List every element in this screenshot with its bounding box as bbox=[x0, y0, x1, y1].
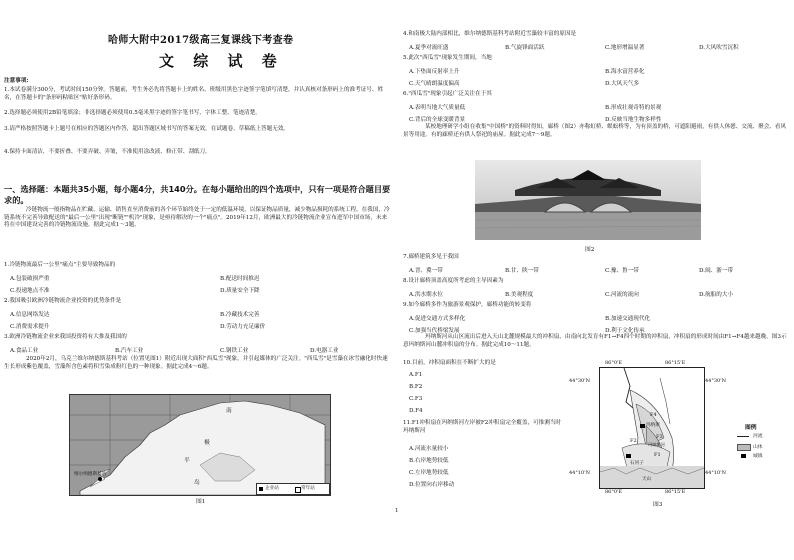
q6-option-a[interactable]: A.表明当地大气质量低 bbox=[409, 105, 466, 111]
q1-option-d[interactable]: D.质量安全下降 bbox=[220, 288, 260, 294]
alluvial-fan-map bbox=[600, 368, 704, 488]
q8-option-a[interactable]: A.洪水期水位 bbox=[409, 292, 443, 298]
passage-1: 冷链物流一般指物品在贮藏、运输、销售直至消费前的各个环节始终处于一定的低温环境，以保证物品质量，减少物品损耗的系统工程。在我国，冷链系统不完善导致配送的"最后一公里"出现"断链""机冷"现象，是亟待解决的一个"痛点"。2019年12月，欧洲最大的冷链物流企业宣布进军中国市场，未来将在中国建设完善的冷链物流设施。据此完成1～3题。 bbox=[4, 207, 390, 229]
place-shihezi: 石河子 bbox=[630, 461, 644, 466]
q2-option-d[interactable]: D.劳动力充足廉价 bbox=[220, 324, 266, 330]
q5-option-d[interactable]: D.大风天气多 bbox=[605, 81, 640, 87]
q3-option-d[interactable]: D.电器工业 bbox=[310, 348, 339, 354]
legend-mountain: 山体 bbox=[753, 445, 763, 450]
question-10-stem: 10.目前，冲积扇面积在不断扩大的是 bbox=[403, 360, 496, 366]
figure-3-legend bbox=[717, 420, 787, 466]
q7-option-d[interactable]: D.闽、浙一带 bbox=[699, 268, 734, 274]
q5-option-b[interactable]: B.海水富营养化 bbox=[605, 69, 645, 75]
question-4-stem: 4.和南极大陆内部相比，维尔纳德斯基科考站附近雪藻较丰富的原因是 bbox=[403, 31, 577, 37]
q8-option-b[interactable]: B.美观程度 bbox=[505, 292, 534, 298]
note-1: 1.本试卷满分300分，考试时间150分钟。答题前，考生务必先将答题卡上的姓名、班级用黑色字迹签字笔填写清楚，并认真核对条形码上的准考证号、姓名，在答题卡的"条形码粘贴区"贴好条形码。 bbox=[4, 87, 384, 101]
legend-title: 图例 bbox=[745, 425, 757, 431]
q3-option-b[interactable]: B.汽车工业 bbox=[115, 348, 144, 354]
fan-label-f3: F3 bbox=[656, 434, 663, 440]
antarctic-peninsula-map bbox=[70, 395, 330, 495]
figure-1-map bbox=[69, 394, 331, 496]
q6-option-b[interactable]: B.形成壮观奇特的景观 bbox=[605, 105, 662, 111]
question-1-stem: 1.冷链物流最后一公里"痛点"主要导致物品的 bbox=[4, 262, 116, 268]
legend-item-2: 常年站 bbox=[301, 486, 315, 491]
map1-legend bbox=[256, 483, 330, 495]
question-11-stem: 11.F1冲积扇在玛纳斯河左岸被F2冲积扇完全覆盖，可推测当时玛纳斯河 bbox=[403, 420, 562, 434]
lat-left-top: 44°30'N bbox=[569, 378, 590, 384]
q4-option-c[interactable]: C.地形增温显著 bbox=[605, 45, 645, 51]
town-legend-icon bbox=[741, 454, 746, 458]
note-4: 4.保持卡面清洁，不要折叠、不要弄破、弄皱，不准使用涂改液、修正带、刮纸刀。 bbox=[4, 149, 211, 155]
figure-3-map bbox=[599, 367, 705, 489]
station-label: 维尔纳德斯基站 bbox=[74, 472, 107, 477]
section-heading: 一、选择题：本题共35小题，每小题4分，共140分。在每小题给出的四个选项中，只有一项是符合题目要求的。 bbox=[4, 184, 391, 205]
lat-right-top: 44°30'N bbox=[705, 378, 726, 384]
map1-label-nan: 南 bbox=[226, 408, 232, 414]
q4-option-a[interactable]: A.夏季对流旺盛 bbox=[409, 45, 449, 51]
question-3-stem: 3.欧洲冷链物流企业来我国投资将有大推及我国的 bbox=[4, 334, 127, 340]
exam-title: 哈师大附中2017级高三复课线下考查卷 bbox=[108, 35, 294, 46]
q4-option-b[interactable]: B.气旋锋面活跃 bbox=[505, 45, 545, 51]
q5-option-c[interactable]: C.天气晴朗温度偏高 bbox=[409, 81, 460, 87]
lat-left-bottom: 44°10'N bbox=[569, 470, 590, 476]
passage-2: 2020年2月，乌克兰维尔纳德斯基科考站（位置见图1）附近出现大面积"西瓜雪"现象，并引起媒体的广泛关注。"西瓜雪"是雪藻在冰雪融化时快速生长形成紫色覆盖，雪藻所含色素将积雪染成粉红色的一种现象。据此完成4～6题。 bbox=[4, 356, 388, 370]
river-legend-icon bbox=[737, 436, 749, 437]
lon-top-right: 86°15'E bbox=[665, 360, 686, 366]
q8-option-c[interactable]: C.河流的流向 bbox=[605, 292, 639, 298]
q7-option-b[interactable]: B.甘、陕一带 bbox=[505, 268, 539, 274]
place-tianshan: 天山 bbox=[642, 477, 652, 482]
q3-option-c[interactable]: C.钢铁工业 bbox=[220, 348, 249, 354]
q11-option-a[interactable]: A.河流水量较小 bbox=[409, 446, 449, 452]
q7-option-a[interactable]: A.晋、冀一带 bbox=[409, 268, 443, 274]
fan-label-f1: F1 bbox=[654, 452, 661, 458]
q11-option-c[interactable]: C.左岸地势较低 bbox=[409, 470, 449, 476]
fan-label-f4: F4 bbox=[650, 412, 657, 418]
q1-option-b[interactable]: B.配送时间推迟 bbox=[220, 276, 260, 282]
q7-option-c[interactable]: C.豫、鲁一带 bbox=[605, 268, 639, 274]
figure-2-photo bbox=[475, 160, 701, 240]
question-7-stem: 7.廊桥建筑多见于我国 bbox=[403, 254, 459, 260]
q1-option-c[interactable]: C.投递地点不准 bbox=[10, 288, 50, 294]
q6-option-d[interactable]: D.反映当地生物多样性 bbox=[605, 117, 662, 123]
figure-2-caption: 图2 bbox=[585, 247, 595, 253]
exam-subject: 文 综 试 卷 bbox=[159, 52, 284, 70]
lon-bottom-right: 86°15'E bbox=[665, 489, 686, 495]
q10-option-b[interactable]: B.F2 bbox=[409, 384, 423, 390]
note-2: 2.选择题必须使用2B铅笔填涂；非选择题必须使用0.5毫米黑字迹的签字笔书写，字体工整、笔迹清楚。 bbox=[4, 110, 261, 116]
lat-right-bottom: 44°10'N bbox=[705, 470, 726, 476]
q4-option-d[interactable]: D.大风吹雪沉积 bbox=[699, 45, 739, 51]
q10-option-c[interactable]: C.F3 bbox=[409, 396, 423, 402]
q10-option-a[interactable]: A.F1 bbox=[409, 372, 423, 378]
q2-option-b[interactable]: B.冷藏技术完善 bbox=[220, 312, 260, 318]
fan-label-f2: F2 bbox=[630, 438, 637, 444]
figure-3-caption: 图3 bbox=[653, 502, 663, 508]
question-5-stem: 5.此次"西瓜雪"现象发生期间，当地 bbox=[403, 55, 492, 61]
map1-label-ban: 半 bbox=[184, 458, 190, 464]
lon-top-left: 86°0'E bbox=[605, 360, 623, 366]
map1-label-dao: 岛 bbox=[194, 480, 200, 486]
q8-option-d[interactable]: D.航船的大小 bbox=[699, 292, 734, 298]
notes-heading: 注意事项: bbox=[4, 78, 29, 84]
legend-river: 河流 bbox=[753, 434, 763, 439]
place-manas: 玛纳斯 bbox=[646, 423, 660, 428]
legend-square-icon bbox=[259, 487, 263, 491]
q9-option-c[interactable]: C.加强当代桥梁发展 bbox=[409, 328, 460, 334]
q2-option-a[interactable]: A.信息网络发达 bbox=[10, 312, 50, 318]
mountain-legend-icon bbox=[737, 444, 751, 451]
q9-option-b[interactable]: B.加速交通现代化 bbox=[605, 316, 651, 322]
q3-option-a[interactable]: A.食品工业 bbox=[10, 348, 39, 354]
question-2-stem: 2.我国吸引欧洲冷链物流企业投资的优势条件是 bbox=[4, 298, 122, 304]
q11-option-d[interactable]: D.位置向右岸移动 bbox=[409, 482, 455, 488]
figure-1-caption: 图1 bbox=[196, 499, 206, 505]
question-9-stem: 9.如今廊桥多作为旅游景观保护，廊桥功能的转变将 bbox=[403, 302, 532, 308]
note-3: 3.请严格按照答题卡上题号在相应的答题区内作答，超出答题区域书写的答案无效，在试题卷、草稿纸上答题无效。 bbox=[4, 126, 290, 132]
lon-bottom-left: 86°0'E bbox=[605, 489, 623, 495]
question-8-stem: 8.设计廊桥顶盖高度所考虑的主导因素为 bbox=[403, 278, 504, 284]
q1-option-a[interactable]: A.包装破损严重 bbox=[10, 276, 50, 282]
q2-option-c[interactable]: C.消费需求提升 bbox=[10, 324, 50, 330]
map1-label-ji: 极 bbox=[204, 440, 210, 446]
covered-bridge-photo bbox=[475, 160, 701, 240]
passage-4: 玛纳斯河从山区流出后进入天山北麓规模最大的冲积扇，由南向北发育有F1→F4四个时期的冲积扇，冲积扇的形成时间由F1→F4越来越晚。图3示意玛纳斯河山麓冲积扇的分布。据此完成10～11题。 bbox=[403, 334, 787, 348]
q9-option-d[interactable]: D.利于文化传承 bbox=[605, 328, 645, 334]
legend-town: 城镇 bbox=[753, 454, 763, 459]
q9-option-a[interactable]: A.促进交通方式多样化 bbox=[409, 316, 466, 322]
legend-item-1: 企业站 bbox=[265, 486, 279, 491]
q5-option-a[interactable]: A.下垫面反射率上升 bbox=[409, 69, 460, 75]
question-6-stem: 6."西瓜雪"现象引起广泛关注在于其 bbox=[403, 91, 492, 97]
page-number: 1 bbox=[395, 508, 399, 514]
place-manas-river: 玛纳斯河 bbox=[648, 442, 665, 447]
passage-3: 某校地理研学小组在收集"中国桥"的资料时得知，廊桥（图2）亦称虹桥、蜈蚣桥等，为有顶盖的桥，可遮阳避雨，有供人休憩、交流、聚会、看风景等用途。有的廊桥还有供人祭祀的庙屋。据此完成7～9题。 bbox=[403, 124, 787, 138]
q10-option-d[interactable]: D.F4 bbox=[409, 408, 423, 414]
q6-option-c[interactable]: C.背后的全球变暖背景 bbox=[409, 117, 466, 123]
q11-option-b[interactable]: B.右岸地势较低 bbox=[409, 458, 449, 464]
